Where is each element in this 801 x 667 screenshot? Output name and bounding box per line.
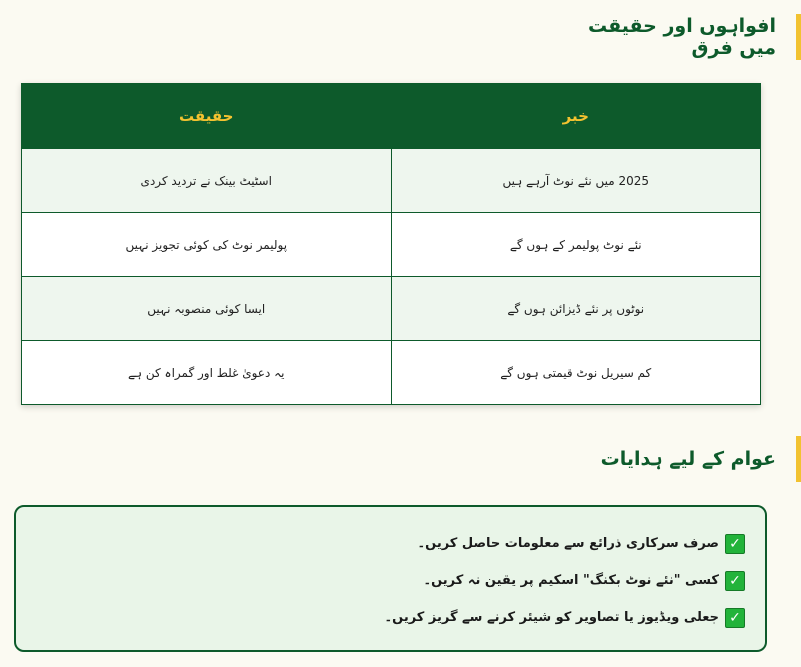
news-cell: 2025 میں نئے نوٹ آرہے ہیں xyxy=(391,149,761,213)
guidance-item-text: جعلی ویڈیوز یا تصاویر کو شیئر کرنے سے گریز کریں۔ xyxy=(384,610,719,625)
guidance-item-text: کسی "نئے نوٹ بکنگ" اسکیم پر یقین نہ کریں۔ xyxy=(423,573,719,588)
news-cell: نوٹوں پر نئے ڈیزائن ہوں گے xyxy=(391,277,761,341)
list-item xyxy=(36,599,745,636)
table-header-row xyxy=(22,84,761,149)
checkmark-icon: ✓ xyxy=(725,534,745,554)
list-item xyxy=(36,525,745,562)
column-header-news: خبر xyxy=(391,84,761,149)
fact-cell: یہ دعویٰ غلط اور گمراہ کن ہے xyxy=(22,341,392,405)
column-header-fact: حقیقت xyxy=(22,84,392,149)
list-item xyxy=(36,562,745,599)
fact-cell: ایسا کوئی منصوبہ نہیں xyxy=(22,277,392,341)
news-cell: نئے نوٹ پولیمر کے ہوں گے xyxy=(391,213,761,277)
guidance-box xyxy=(14,505,767,652)
table-row xyxy=(22,149,761,213)
fact-cell: پولیمر نوٹ کی کوئی تجویز نہیں xyxy=(22,213,392,277)
comparison-heading-text: افواہوں اور حقیقت میں فرق xyxy=(587,15,776,59)
checkmark-icon: ✓ xyxy=(725,571,745,591)
fact-cell: اسٹیٹ بینک نے تردید کردی xyxy=(22,149,392,213)
guidance-item-text: صرف سرکاری ذرائع سے معلومات حاصل کریں۔ xyxy=(417,536,719,551)
table-row xyxy=(22,213,761,277)
comparison-section-heading xyxy=(581,14,801,60)
guidance-list xyxy=(36,525,745,636)
guidance-heading-text: عوام کے لیے ہدایات xyxy=(600,448,776,470)
table-row xyxy=(22,277,761,341)
checkmark-icon: ✓ xyxy=(725,608,745,628)
rumor-fact-table xyxy=(21,83,761,405)
guidance-section-heading xyxy=(581,436,801,482)
news-cell: کم سیریل نوٹ قیمتی ہوں گے xyxy=(391,341,761,405)
table-row xyxy=(22,341,761,405)
